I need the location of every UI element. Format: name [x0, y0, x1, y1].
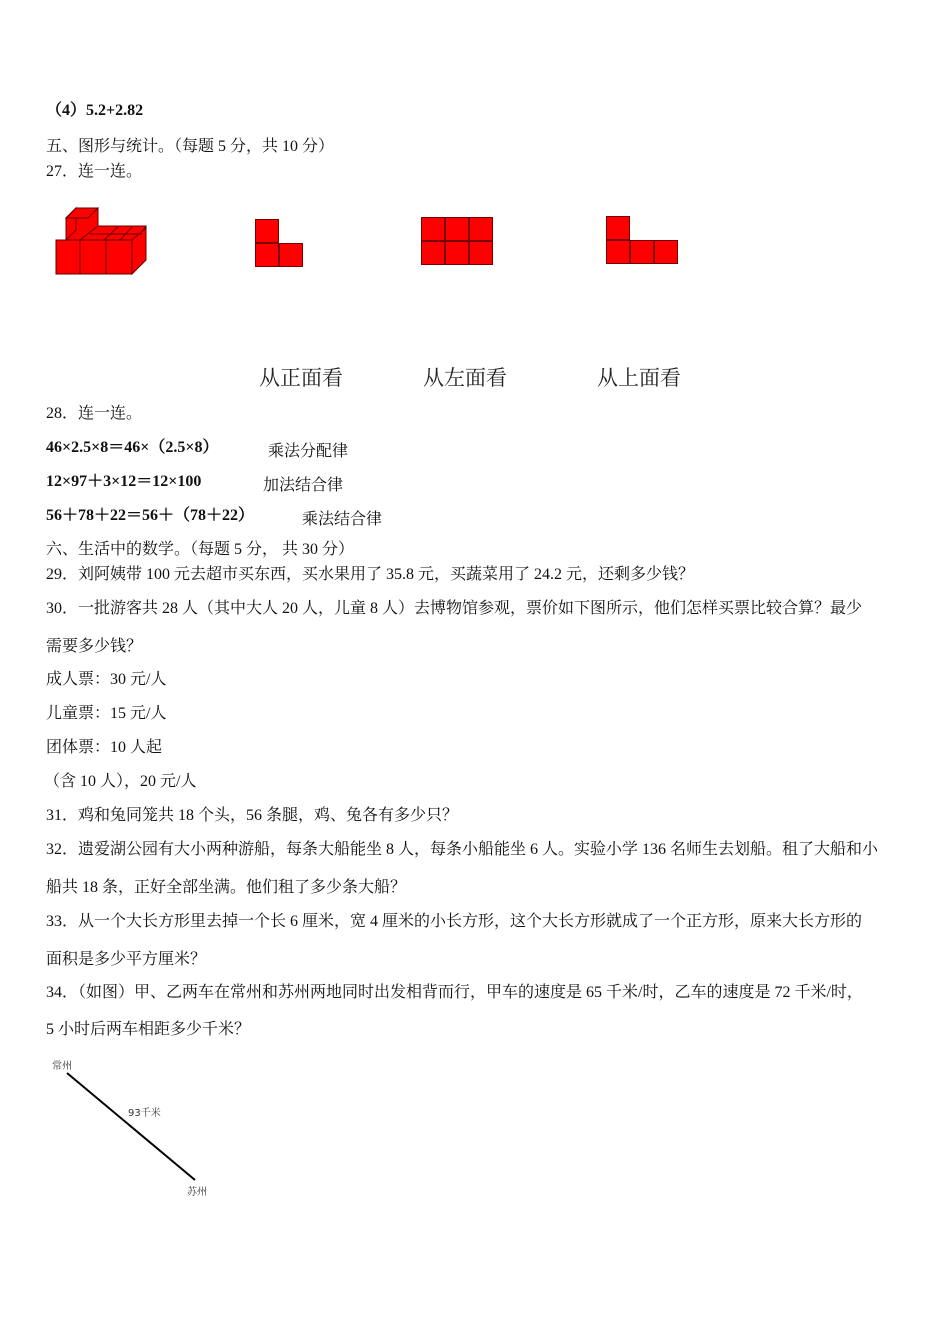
q34-line2: 5 小时后两车相距多少千米？	[46, 1021, 251, 1038]
q27-title: 27．连一连。	[46, 163, 143, 180]
section5-heading: 五、图形与统计。（每题 5 分，共 10 分）	[46, 138, 335, 155]
q30-line1: 30．一批游客共 28 人（其中大人 20 人，儿童 8 人）去博物馆参观，票价如下图所示，他们怎样买票比较合算？最少	[46, 600, 863, 617]
q29: 29．刘阿姨带 100 元去超市买东西，买水果用了 35.8 元，买蔬菜用了 24.2 元，还剩多少钱？	[46, 566, 695, 583]
q33-line1: 33．从一个大长方形里去掉一个长 6 厘米，宽 4 厘米的小长方形，这个大长方形就成了一个正方形，原来大长方形的	[46, 913, 863, 930]
q30-price: 儿童票：15 元/人	[46, 705, 167, 722]
q32-line1: 32．遗爱湖公园有大小两种游船，每条大船能坐 8 人，每条小船能坐 6 人。实验小学 136 名师生去划船。租了大船和小	[46, 841, 879, 858]
q26-item4: （4）5.2+2.82	[46, 102, 144, 119]
city-b-label: 苏州	[187, 1187, 207, 1198]
q30-price: 团体票：10 人起	[46, 739, 163, 756]
q28-equation: 56＋78＋22＝56＋（78＋22）	[46, 507, 255, 524]
q33-line2: 面积是多少平方厘米？	[46, 951, 207, 968]
q28-equation: 12×97＋3×12＝12×100	[46, 473, 202, 490]
section6-heading: 六、生活中的数学。（每题 5 分， 共 30 分）	[46, 541, 355, 558]
q28-law: 加法结合律	[263, 477, 344, 494]
q30-price: （含 10 人），20 元/人	[44, 773, 197, 790]
q28-law: 乘法分配律	[268, 443, 349, 460]
view-label-left: 从左面看	[423, 366, 507, 390]
q28-title: 28．连一连。	[46, 405, 143, 422]
route-line	[40, 1050, 240, 1200]
distance-label: 93千米	[128, 1108, 161, 1119]
q30-line2: 需要多少钱？	[46, 638, 143, 655]
q28-equation: 46×2.5×8＝46×（2.5×8）	[46, 439, 219, 456]
view-label-top: 从上面看	[597, 366, 681, 390]
city-a-label: 常州	[52, 1061, 72, 1072]
q28-law: 乘法结合律	[302, 511, 383, 528]
q32-line2: 船共 18 条，正好全部坐满。他们租了多少条大船？	[46, 879, 407, 896]
q34-line1: 34．（如图）甲、乙两车在常州和苏州两地同时出发相背而行，甲车的速度是 65 千米/时，乙车的速度是 72 千米/时，	[46, 984, 863, 1001]
q31: 31．鸡和兔同笼共 18 个头，56 条腿，鸡、兔各有多少只？	[46, 807, 459, 824]
cube-stack-figure	[50, 200, 155, 280]
view-label-front: 从正面看	[259, 366, 343, 390]
q30-price: 成人票：30 元/人	[46, 671, 167, 688]
